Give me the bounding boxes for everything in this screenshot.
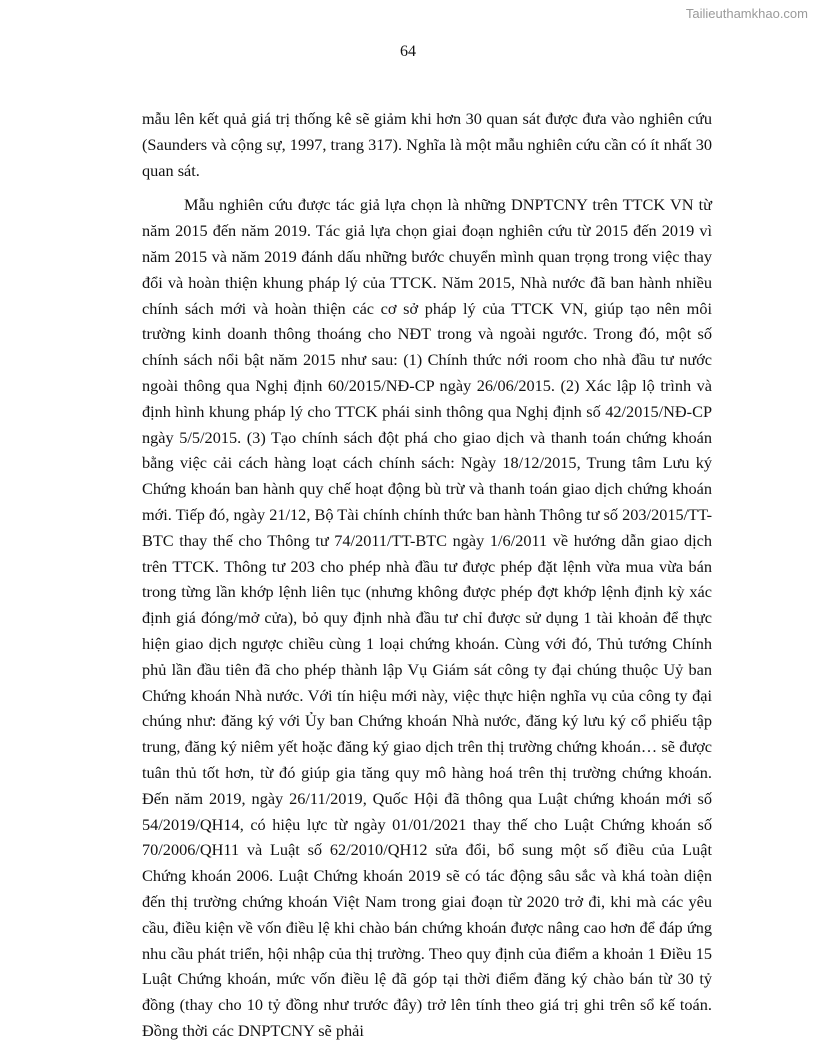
watermark: Tailieuthamkhao.com [685,6,808,21]
paragraph: Mẫu nghiên cứu được tác giả lựa chọn là những DNPTCNY trên TTCK VN từ năm 2015 đến năm 2019. Tác giả lựa chọn giai đoạn nghiên cứu từ 2015 đến 2019 vì năm 2015 và năm 2019 đánh dấu những bước chuyển mình quan trọng trong việc thay đổi và hoàn thiện khung pháp lý của TTCK. Năm 2015, Nhà nước đã ban hành nhiều chính sách mới và hoàn thiện các cơ sở pháp lý của TTCK VN, giúp tạo nên môi trường kinh doanh thông thoáng cho NĐT trong và ngoài ngước. Trong đó, một số chính sách nổi bật năm 2015 như sau: (1) Chính thức nới room cho nhà đầu tư nước ngoài thông qua Nghị định 60/2015/NĐ-CP ngày 26/06/2015. (2) Xác lập lộ trình và định hình khung pháp lý cho TTCK phái sinh thông qua Nghị định số 42/2015/NĐ-CP ngày 5/5/2015. (3) Tạo chính sách đột phá cho giao dịch và thanh toán chứng khoán bằng việc cải cách hàng loạt cách chính sách: Ngày 18/12/2015, Trung tâm Lưu ký Chứng khoán ban hành quy chế hoạt động bù trừ và thanh toán giao dịch chứng khoán mới. Tiếp đó, ngày 21/12, Bộ Tài chính chính thức ban hành Thông tư số 203/2015/TT-BTC thay thế cho Thông tư 74/2011/TT-BTC ngày 1/6/2011 về hướng dẫn giao dịch trên TTCK. Thông tư 203 cho phép nhà đầu tư được phép đặt lệnh vừa mua vừa bán trong từng lần khớp lệnh liên tục (nhưng không được phép đợt khớp lệnh định kỳ xác định giá đóng/mở cửa), bỏ quy định nhà đầu tư chỉ được sử dụng 1 tài khoản để thực hiện giao dịch ngược chiều cùng 1 loại chứng khoán. Cùng với đó, Thủ tướng Chính phủ lần đầu tiên đã cho phép thành lập Vụ Giám sát công ty đại chúng thuộc Uỷ ban Chứng khoán Nhà nước. Với tín hiệu mới này, việc thực hiện nghĩa vụ của công ty đại chúng như: đăng ký với Ủy ban Chứng khoán Nhà nước, đăng ký lưu ký cổ phiếu tập trung, đăng ký niêm yết hoặc đăng ký giao dịch trên thị trường chứng khoán… sẽ được tuân thủ tốt hơn, từ đó giúp gia tăng quy mô hàng hoá trên thị trường chứng khoán. Đến năm 2019, ngày 26/11/2019, Quốc Hội đã thông qua Luật chứng khoán mới số 54/2019/QH14, có hiệu lực từ ngày 01/01/2021 thay thế cho Luật Chứng khoán số 70/2006/QH11 và Luật số 62/2010/QH12 sửa đổi, bổ sung một số điều của Luật Chứng khoán 2006. Luật Chứng khoán 2019 sẽ có tác động sâu sắc và khá toàn diện đến thị trường chứng khoán Việt Nam trong giai đoạn từ 2020 trở đi, khi mà các yêu cầu, điều kiện về vốn điều lệ khi chào bán chứng khoán được nâng cao hơn để đáp ứng nhu cầu phát triển, hội nhập của thị trường. Theo quy định của điểm a khoản 1 Điều 15 Luật Chứng khoán, mức vốn điều lệ đã góp tại thời điểm đăng ký chào bán từ 30 tỷ đồng (thay cho 10 tỷ đồng như trước đây) trở lên tính theo giá trị ghi trên sổ kế toán. Đồng thời các DNPTCNY sẽ phải [142,195,712,1040]
document-body [142,106,712,1044]
paragraph: mẫu lên kết quả giá trị thống kê sẽ giảm khi hơn 30 quan sát được đưa vào nghiên cứu (Saunders và cộng sự, 1997, trang 317). Nghĩa là một mẫu nghiên cứu cần có ít nhất 30 quan sát. [142,109,712,180]
page-number: 64 [400,43,416,60]
